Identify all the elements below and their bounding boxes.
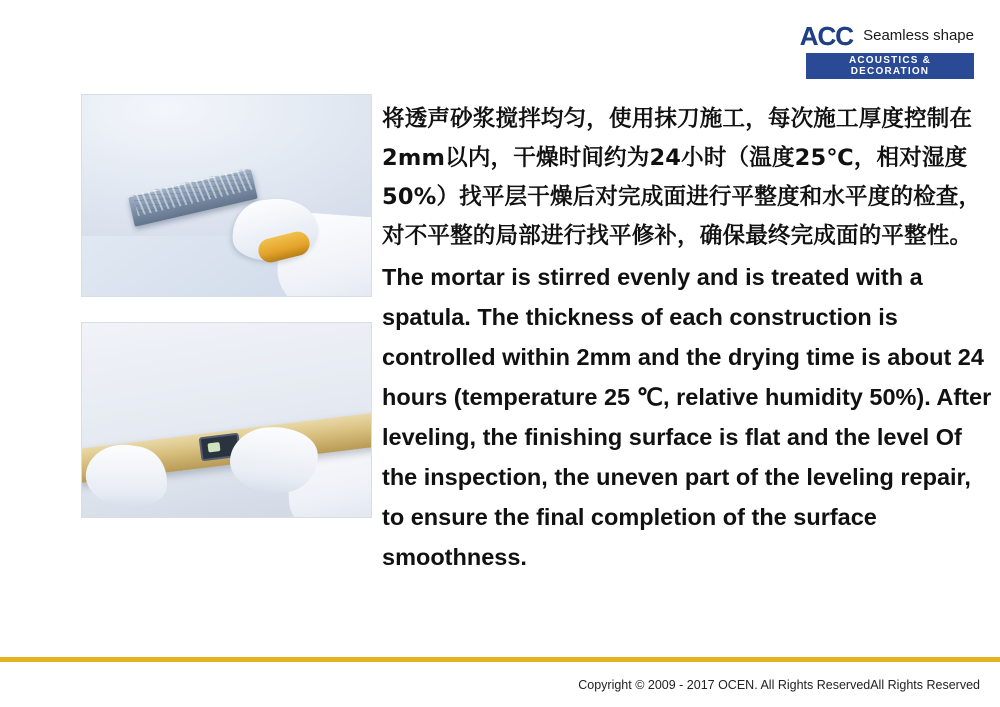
logo-row	[798, 22, 974, 50]
footer-divider	[0, 657, 1000, 662]
paragraph-english: The mortar is stirred evenly and is treated with a spatula. The thickness of each construction is controlled within 2mm and the drying time is about 24 hours (temperature 25 ℃, relative humidity 50%). After leveling, the finishing surface is flat and the level Of the inspection, the uneven part of the leveling repair, to ensure the final completion of the surface smoothness.	[382, 264, 992, 570]
content-text-block	[382, 100, 992, 577]
logo-subtitle: ACOUSTICS & DECORATION	[806, 53, 974, 79]
paragraph-chinese: 将透声砂浆搅拌均匀，使用抹刀施工，每次施工厚度控制在2mm以内，干燥时间约为24小时（温度25℃，相对湿度50%）找平层干燥后对完成面进行平整度和水平度的检查，对不平整的局部进行找平修补，确保最终完成面的平整性。	[382, 106, 982, 249]
trowel-application-photo	[81, 94, 372, 297]
brand-logo	[798, 22, 974, 79]
footer-copyright: Copyright © 2009 - 2017 OCEN. All Rights ReservedAll Rights Reserved	[578, 678, 980, 692]
logo-mark-text: ACC	[799, 21, 854, 51]
level-check-photo	[81, 322, 372, 518]
logo-tagline: Seamless shape	[863, 26, 974, 44]
